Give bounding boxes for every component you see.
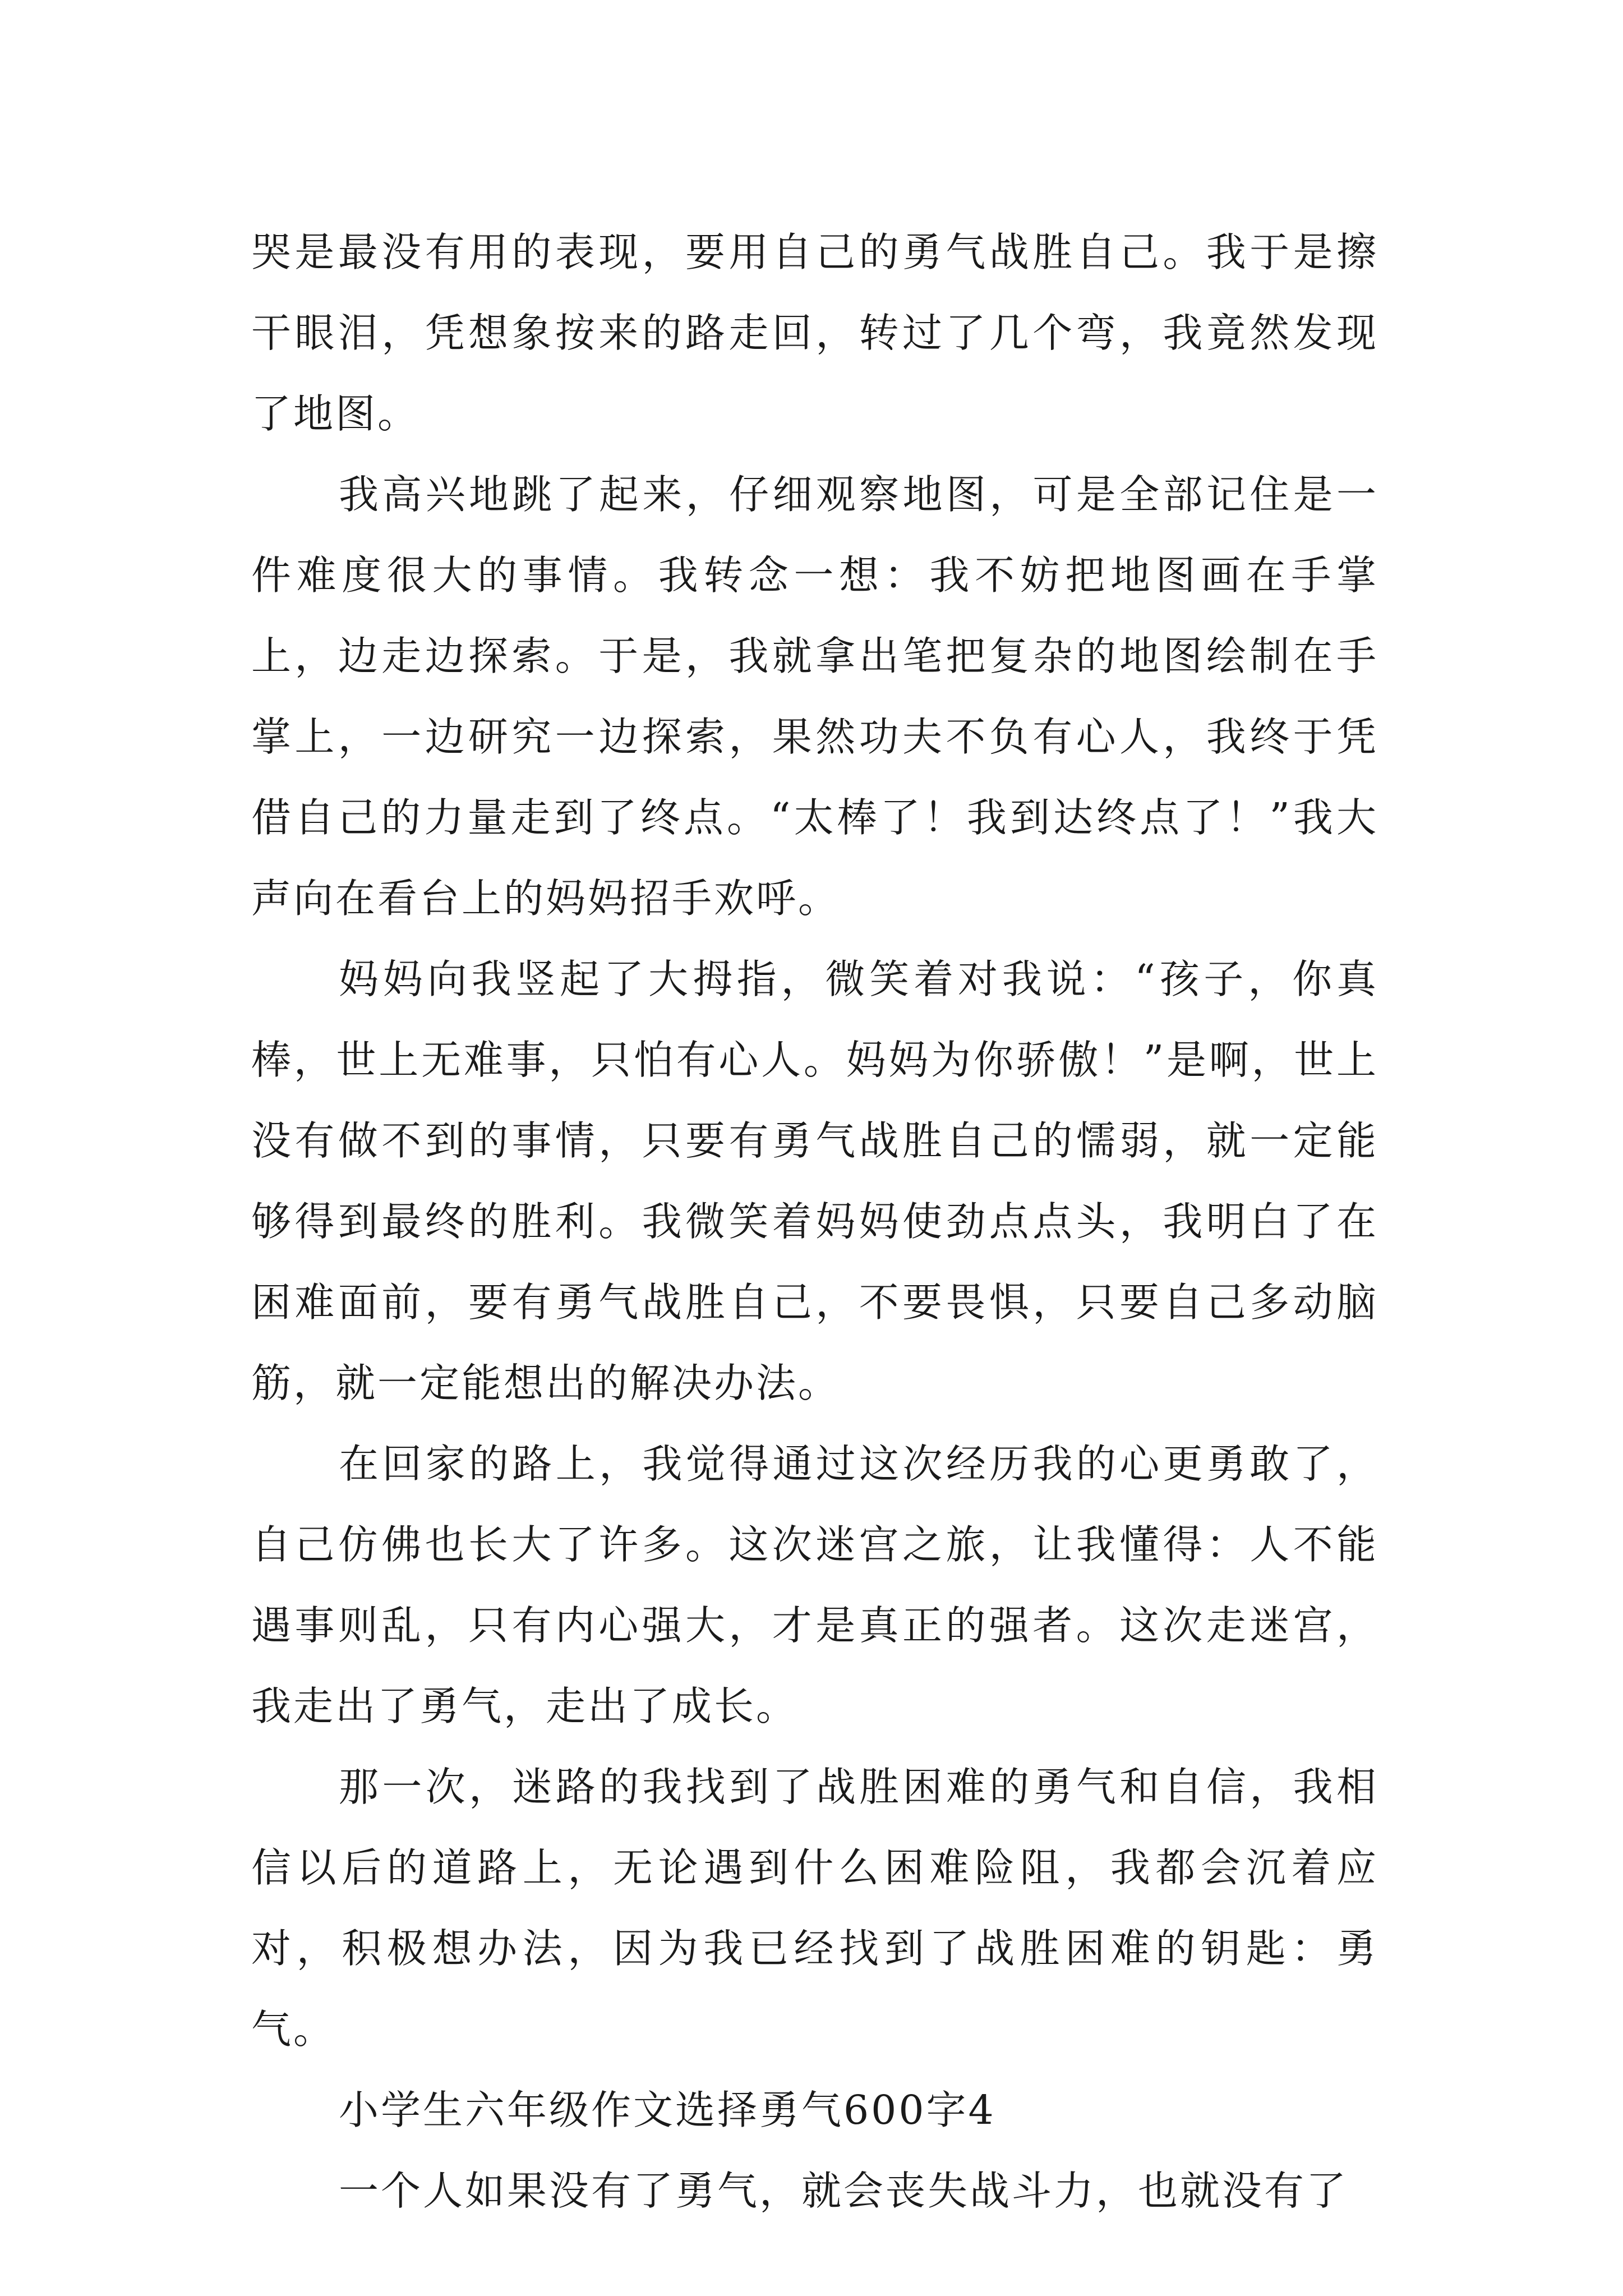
body-text <box>251 212 1378 2231</box>
paragraph: 妈妈向我竖起了大拇指，微笑着对我说：“孩子，你真棒，世上无难事，只怕有心人。妈妈为你骄傲！”是啊，世上没有做不到的事情，只要有勇气战胜自己的懦弱，就一定能够得到最终的胜利。我微笑着妈妈使劲点点头，我明白了在困难面前，要有勇气战胜自己，不要畏惧，只要自己多动脑筋，就一定能想出的解决办法。 <box>251 956 1378 1406</box>
section-heading: 小学生六年级作文选择勇气600字4 <box>339 2087 996 2133</box>
paragraph: 一个人如果没有了勇气，就会丧失战斗力，也就没有了 <box>339 2168 1349 2214</box>
paragraph: 那一次，迷路的我找到了战胜困难的勇气和自信，我相信以后的道路上，无论遇到什么困难险阻，我都会沉着应对，积极想办法，因为我已经找到了战胜困难的钥匙：勇气。 <box>251 1764 1378 2053</box>
paragraph: 我高兴地跳了起来，仔细观察地图，可是全部记住是一件难度很大的事情。我转念一想：我不妨把地图画在手掌上，边走边探索。于是，我就拿出笔把复杂的地图绘制在手掌上，一边研究一边探索，果然功夫不负有心人，我终于凭借自己的力量走到了终点。“太棒了！我到达终点了！”我大声向在看台上的妈妈招手欢呼。 <box>251 471 1378 922</box>
paragraph: 在回家的路上，我觉得通过这次经历我的心更勇敢了，自己仿佛也长大了许多。这次迷宫之旅，让我懂得：人不能遇事则乱，只有内心强大，才是真正的强者。这次走迷宫，我走出了勇气，走出了成长。 <box>251 1441 1378 1729</box>
paragraph-continued: 哭是最没有用的表现，要用自己的勇气战胜自己。我于是擦干眼泪，凭想象按来的路走回，转过了几个弯，我竟然发现了地图。 <box>251 229 1378 437</box>
